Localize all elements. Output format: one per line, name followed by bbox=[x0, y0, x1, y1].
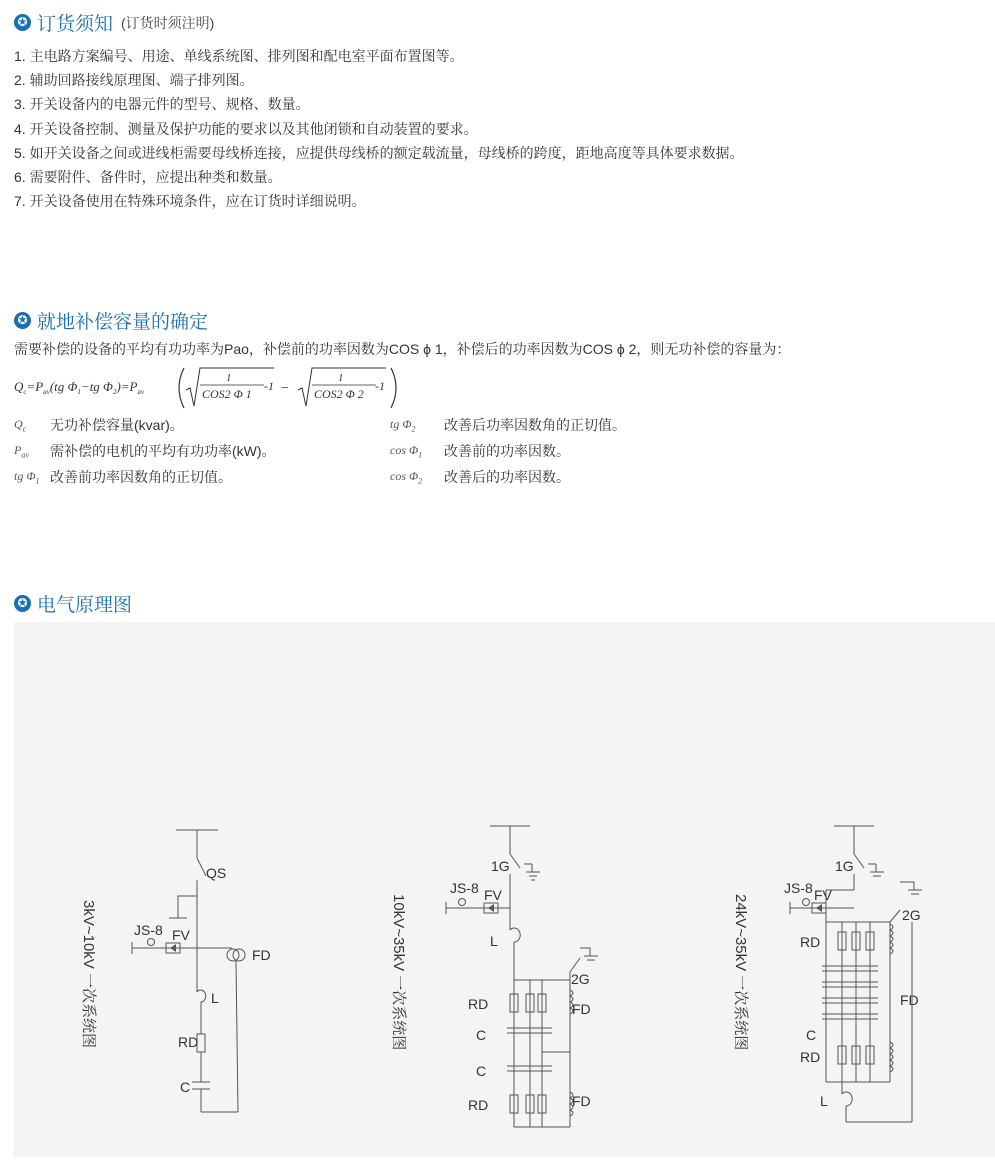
svg-text:−: − bbox=[280, 381, 290, 396]
symbol: tg $\Phi_2$ bbox=[390, 416, 416, 434]
definition-row: tg $\Phi_1$ 改善前功率因数角的正切值。 bbox=[14, 468, 232, 486]
schematic-diagrams bbox=[14, 622, 995, 1157]
fraction2-numerator: 1 bbox=[338, 372, 344, 384]
symbol: $\cos \Phi_1$ bbox=[390, 442, 423, 460]
compensation-formula bbox=[14, 364, 434, 412]
label-rd: RD bbox=[800, 1049, 821, 1065]
definition-row: $Q_c$ 无功补偿容量(kvar)。 bbox=[14, 416, 184, 434]
list-item: 6. 需要附件、备件时，应提出种类和数量。 bbox=[14, 169, 282, 186]
compensation-section-title bbox=[14, 307, 208, 334]
diagram-1-caption: 3kV~10kV 一次系统图 bbox=[80, 900, 97, 1048]
label-2g: 2G bbox=[571, 971, 590, 987]
label-rd: RD bbox=[178, 1034, 199, 1050]
list-item: 5. 如开关设备之间或进线柜需要母线桥连接，应提供母线桥的额定载流量，母线桥的跨度，距地高度等具体要求数据。 bbox=[14, 144, 744, 161]
label-fv: FV bbox=[484, 887, 502, 903]
svg-text:-1: -1 bbox=[264, 379, 274, 393]
symbol: $Q_c$ bbox=[14, 416, 27, 434]
label-l: L bbox=[490, 933, 498, 949]
label-js8: JS-8 bbox=[784, 880, 813, 896]
list-item: 1. 主电路方案编号、用途、单线系统图、排列图和配电室平面布置图等。 bbox=[14, 48, 464, 64]
star-icon: ✪ bbox=[14, 595, 31, 612]
fraction1-numerator: 1 bbox=[226, 372, 232, 384]
label-qs: QS bbox=[206, 865, 227, 881]
symbol: tg $\Phi_1$ bbox=[14, 468, 40, 486]
list-item: 3. 开关设备内的电器元件的型号、规格、数量。 bbox=[14, 96, 310, 113]
label-l: L bbox=[820, 1093, 828, 1109]
label-c: C bbox=[476, 1027, 487, 1043]
fraction1-denominator: COS2 Φ 1 bbox=[202, 387, 252, 401]
symbol: $P_{av}$ bbox=[14, 442, 29, 460]
definition-row: $P_{av}$ 需补偿的电机的平均有功功率(kW)。 bbox=[14, 442, 276, 460]
definition-row: $\cos \Phi_2$ 改善后的功率因数。 bbox=[390, 468, 570, 486]
label-fd: FD bbox=[900, 992, 919, 1008]
label-js8: JS-8 bbox=[450, 880, 479, 896]
ordering-section-title bbox=[14, 9, 214, 36]
label-fv: FV bbox=[814, 887, 832, 903]
label-c: C bbox=[476, 1063, 487, 1079]
fraction2-denominator: COS2 Φ 2 bbox=[314, 387, 364, 401]
schematic-section-title bbox=[14, 590, 132, 617]
list-item: 2. 辅助回路接线原理图、端子排列图。 bbox=[14, 72, 254, 89]
compensation-intro: 需要补偿的设备的平均有功功率为Pao，补偿前的功率因数为COS ϕ 1，补偿后的功率因数为COS ϕ 2，则无功补偿的容量为： bbox=[14, 341, 791, 357]
definitions-left bbox=[14, 412, 276, 490]
definition-row: tg $\Phi_2$ 改善后功率因数角的正切值。 bbox=[390, 416, 626, 434]
label-rd: RD bbox=[800, 934, 821, 950]
list-item: 7. 开关设备使用在特殊环境条件，应在订货时详细说明。 bbox=[14, 193, 366, 210]
label-1g: 1G bbox=[835, 858, 854, 874]
label-2g: 2G bbox=[902, 907, 921, 923]
label-fd: FD bbox=[572, 1001, 591, 1017]
label-c: C bbox=[180, 1079, 191, 1095]
label-fd: FD bbox=[252, 947, 271, 963]
ordering-title: 订货须知 bbox=[37, 14, 114, 35]
label-1g: 1G bbox=[491, 858, 510, 874]
schematic-title: 电气原理图 bbox=[37, 595, 133, 616]
diagram-panel bbox=[14, 622, 995, 1157]
ordering-subtitle: (订货时须注明) bbox=[121, 14, 215, 31]
diagram-2 bbox=[390, 826, 598, 1127]
label-fd: FD bbox=[572, 1093, 591, 1109]
label-fv: FV bbox=[172, 927, 190, 943]
diagram-3 bbox=[732, 826, 922, 1122]
label-l: L bbox=[211, 990, 219, 1006]
list-item: 4. 开关设备控制、测量及保护功能的要求以及其他闭锁和自动装置的要求。 bbox=[14, 120, 478, 137]
label-c: C bbox=[806, 1027, 817, 1043]
star-icon: ✪ bbox=[14, 14, 31, 31]
star-icon: ✪ bbox=[14, 312, 31, 329]
diagram-1 bbox=[80, 830, 271, 1112]
diagram-3-caption: 24kV~35kV 一次系统图 bbox=[732, 894, 749, 1051]
label-rd: RD bbox=[468, 996, 489, 1012]
svg-text:Qc=Pav(tg Φ1−tg Φ2)=Pav: $Q_c=P_{av}(tg$ $\Phi_1-tg$ $\Phi_2)=P_{av}$ bbox=[14, 379, 145, 396]
ordering-list bbox=[14, 44, 744, 213]
svg-text:-1: -1 bbox=[375, 379, 385, 393]
label-js8: JS-8 bbox=[134, 922, 163, 938]
label-rd: RD bbox=[468, 1097, 489, 1113]
compensation-title: 就地补偿容量的确定 bbox=[37, 312, 209, 333]
definitions-right bbox=[390, 412, 626, 490]
symbol: $\cos \Phi_2$ bbox=[390, 468, 423, 486]
diagram-2-caption: 10kV~35kV 一次系统图 bbox=[390, 894, 407, 1051]
definition-row: $\cos \Phi_1$ 改善前的功率因数。 bbox=[390, 442, 570, 460]
